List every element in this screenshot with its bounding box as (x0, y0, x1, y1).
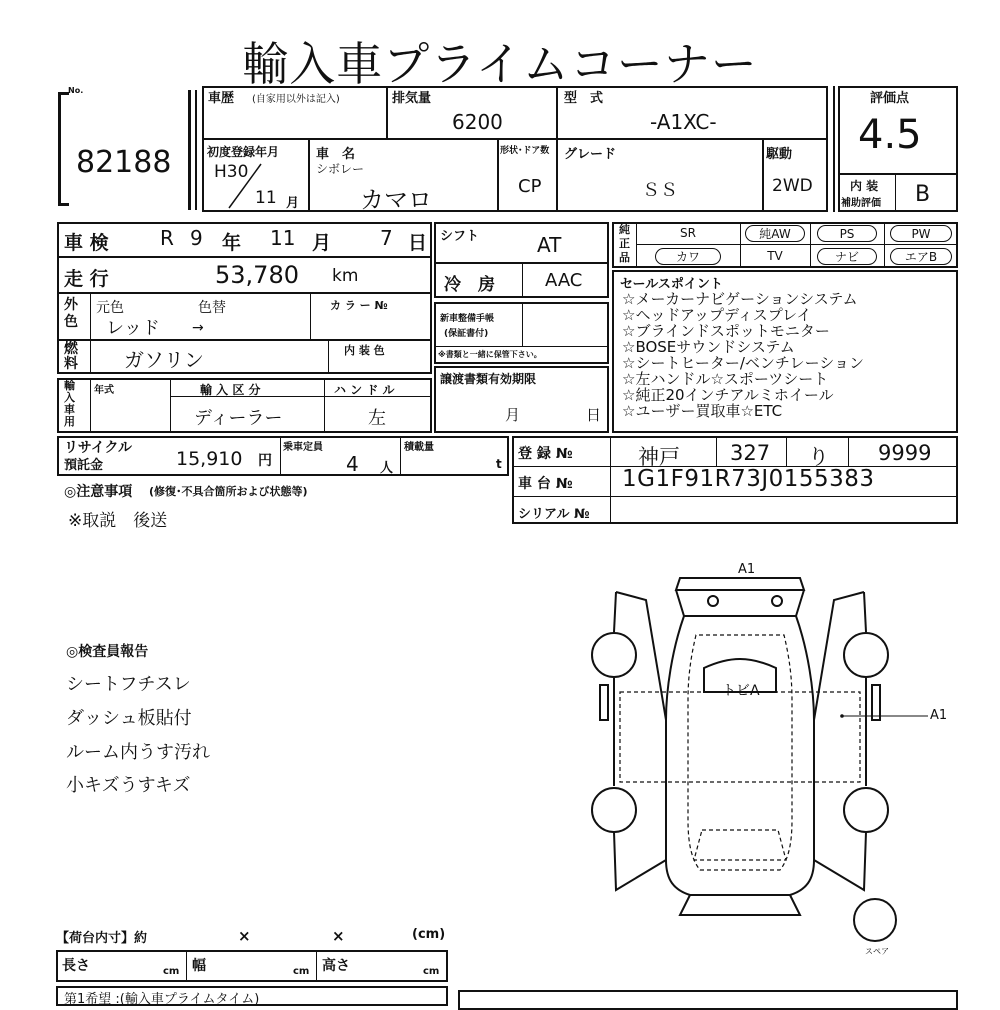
recycle-label-1: リサイクル (64, 440, 133, 456)
color-label-divider (90, 292, 91, 374)
first-reg-label: 初度登録年月 (207, 145, 280, 159)
inspector-item: ダッシュ板貼付 (66, 708, 192, 729)
grade-label: グレード (564, 147, 617, 162)
equipment-sr: SR (680, 226, 696, 240)
shaken-year: 9 (190, 226, 203, 250)
transfer-month-unit: 月 (505, 406, 521, 424)
equipment-pw: PW (890, 225, 952, 242)
import-label: 輸入車用 (64, 379, 75, 428)
cargo-height-label: 高さ (322, 958, 350, 974)
cargo-height-unit: cm (423, 966, 440, 977)
sales-point-item: ☆ブラインドスポットモニター (622, 322, 830, 340)
equipment-row-divider (636, 244, 958, 245)
drive-value: 2WD (772, 176, 813, 196)
recycle-value: 15,910 (176, 448, 243, 470)
model-label: 型 式 (564, 91, 604, 106)
transfer-day-unit: 日 (586, 406, 602, 424)
lot-bracket (58, 92, 69, 206)
mileage-label: 走 行 (64, 268, 109, 290)
shaken-year-unit: 年 (222, 232, 242, 254)
mileage-value: 53,780 (215, 261, 299, 289)
cargo-x1: × (238, 927, 251, 945)
car-name-value: カマロ (360, 186, 432, 214)
fuel-value: ガソリン (124, 348, 204, 372)
equipment-label-divider (636, 222, 637, 268)
registration-area: 神戸 (638, 445, 680, 469)
shaken-row (57, 222, 432, 258)
color-code-label: カ ラ ー № (330, 299, 388, 312)
score-left-line (833, 86, 835, 212)
interior-label-2: 補助評価 (841, 198, 881, 209)
import-label-divider (90, 378, 91, 433)
capacity-value: 4 (346, 452, 359, 476)
interior-color-divider (328, 339, 329, 374)
lot-divider (188, 90, 191, 210)
displacement-divider (556, 86, 558, 212)
lot-number: 82188 (76, 145, 172, 180)
equipment-ps: PS (817, 225, 877, 242)
serial-label: シリアル № (518, 507, 590, 522)
drive-label: 駆動 (766, 147, 793, 162)
chassis-value: 1G1F91R73J0155383 (622, 466, 875, 492)
sales-point-item: ☆左ハンドル☆スポーツシート (622, 370, 829, 388)
mileage-unit: km (332, 266, 359, 286)
sales-point-item: ☆ユーザー買取車☆ETC (622, 402, 783, 420)
aircon-value: AAC (545, 270, 583, 291)
bottom-right-box (458, 990, 958, 1010)
shift-value: AT (537, 233, 562, 257)
sales-point-item: ☆ヘッドアップディスプレイ (622, 306, 812, 324)
shaken-era: R (160, 226, 174, 250)
shaken-day: 7 (380, 226, 393, 250)
capacity-unit: 人 (380, 461, 394, 476)
cargo-col-1 (186, 950, 187, 982)
shaken-label: 車 検 (64, 232, 109, 254)
capacity-divider (400, 436, 401, 476)
inspector-item: 小キズうすキズ (66, 775, 191, 796)
history-divider (386, 86, 388, 138)
notes-sub: (修復･不具合箇所および状態等) (149, 485, 308, 498)
grade-divider (762, 138, 764, 212)
registration-kana: り (808, 445, 829, 469)
cargo-x2: × (332, 927, 345, 945)
inspector-label: ◎検査員報告 (66, 644, 149, 660)
chassis-label: 車 台 № (518, 476, 573, 492)
equipment-airbag: エアB (890, 248, 952, 265)
warranty-note: ※書類と一緒に保管下さい。 (438, 350, 542, 359)
recycle-unit: 円 (258, 453, 272, 469)
equipment-alloy-wheel: 純AW (745, 225, 805, 242)
diagram-spare-label: スペア (865, 947, 889, 956)
warranty-label-1: 新車整備手帳 (440, 314, 495, 324)
lot-divider-2 (195, 90, 197, 210)
import-type-label: 輸 入 区 分 (200, 383, 261, 397)
inspector-item: ルーム内うす汚れ (66, 742, 210, 763)
score-value: 4.5 (858, 112, 922, 158)
first-reg-month: 11 (255, 188, 277, 208)
equipment-tv: TV (767, 249, 783, 263)
equipment-col-2 (740, 222, 741, 268)
diagram-side-mark: A1 (930, 708, 948, 723)
import-type-value: ディーラー (194, 408, 283, 429)
sales-points-label: セールスポイント (620, 277, 723, 292)
cargo-length-label: 長さ (62, 958, 90, 974)
cargo-unit-label: (cm) (412, 927, 446, 942)
aircon-divider (522, 262, 523, 298)
interior-color-label: 内 装 色 (344, 344, 385, 357)
model-value: -A1XC- (650, 110, 717, 134)
reg-area-divider (716, 436, 717, 466)
load-label: 積載量 (404, 442, 434, 453)
score-label: 評価点 (870, 91, 910, 106)
sales-point-item: ☆BOSEサウンドシステム (622, 338, 795, 356)
notes-text: ※取説 後送 (68, 511, 168, 531)
displacement-value: 6200 (452, 110, 503, 134)
diagram-front-mark: A1 (738, 562, 756, 577)
equipment-col-3 (810, 222, 811, 268)
history-label: 車歴 (208, 91, 235, 106)
reg-row-divider-2 (512, 496, 958, 497)
equipment-leather: カワ (655, 248, 721, 265)
color-arrow: → (192, 320, 204, 336)
equipment-navi: ナビ (817, 248, 877, 265)
fuel-label: 燃料 (64, 341, 78, 372)
bottom-text: 第1希望 :(輸入車プライムタイム) (64, 992, 260, 1007)
sales-point-item: ☆メーカーナビゲーションシステム (622, 290, 858, 308)
shaken-month: 11 (270, 226, 296, 250)
interior-divider (895, 173, 896, 212)
reg-label-divider (610, 436, 611, 524)
equipment-label: 純正品 (619, 223, 630, 264)
cargo-dimension-row (56, 950, 448, 982)
import-type-divider (324, 378, 325, 433)
car-name-label: 車 名 (316, 147, 356, 162)
warranty-label-2: (保証書付) (444, 329, 489, 339)
firstreg-divider (308, 138, 310, 212)
grade-value: ＳＳ (642, 180, 678, 201)
car-damage-diagram (580, 560, 980, 960)
load-unit: t (496, 457, 502, 471)
lot-label: No. (68, 86, 84, 95)
registration-number: 9999 (878, 441, 932, 465)
page-title: 輸入車プライムコーナー (242, 37, 758, 91)
top-row-divider (202, 138, 828, 140)
notes-label: ◎注意事項 (64, 484, 133, 500)
cargo-width-label: 幅 (192, 958, 206, 974)
reg-class-divider (786, 436, 787, 466)
import-handle-label: ハ ン ド ル (334, 383, 395, 397)
cargo-col-2 (316, 950, 317, 982)
diagram-roof-mark: トビA (722, 683, 760, 699)
color-original-label: 元色 (96, 300, 124, 316)
equipment-col-4 (884, 222, 885, 268)
recycle-label-2: 預託金 (64, 458, 104, 473)
inspector-item: シートフチスレ (66, 674, 191, 695)
color-code-divider (310, 292, 311, 339)
transfer-label: 譲渡書類有効期限 (440, 372, 537, 386)
warranty-note-divider (434, 346, 609, 347)
color-change-label: 色替 (198, 300, 226, 316)
sales-point-item: ☆シートヒーター/ベンチレーション (622, 354, 865, 372)
body-type-label: 形状･ドア数 (500, 146, 550, 156)
body-type-value: CP (518, 176, 542, 197)
score-divider (838, 173, 958, 175)
import-year-label: 年式 (94, 385, 114, 396)
cargo-label: 【荷台内寸】約 (56, 931, 148, 946)
color-original-value: レッド (106, 318, 160, 339)
interior-value: B (915, 182, 931, 207)
interior-label-1: 内 装 (850, 179, 879, 193)
car-maker: シボレー (316, 162, 365, 176)
shift-label: シフト (440, 229, 480, 244)
displacement-label: 排気量 (392, 91, 432, 106)
capacity-label: 乗車定員 (283, 442, 323, 453)
registration-label: 登 録 № (518, 446, 573, 462)
color-label: 外色 (64, 297, 78, 330)
import-handle-value: 左 (368, 408, 386, 429)
carname-divider (497, 138, 499, 212)
first-reg-month-unit: 月 (286, 196, 300, 211)
import-year-divider (170, 378, 171, 433)
warranty-divider (522, 302, 523, 346)
recycle-divider (280, 436, 281, 476)
shaken-month-unit: 月 (312, 232, 332, 254)
registration-class: 327 (730, 441, 771, 465)
aircon-label: 冷 房 (444, 275, 495, 295)
shaken-day-unit: 日 (408, 232, 428, 254)
cargo-length-unit: cm (163, 966, 180, 977)
reg-kana-divider (848, 436, 849, 466)
history-note: (自家用以外は記入) (252, 94, 340, 105)
cargo-width-unit: cm (293, 966, 310, 977)
first-reg-year: H30 (214, 162, 249, 182)
sales-point-item: ☆純正20インチアルミホイール (622, 386, 834, 404)
